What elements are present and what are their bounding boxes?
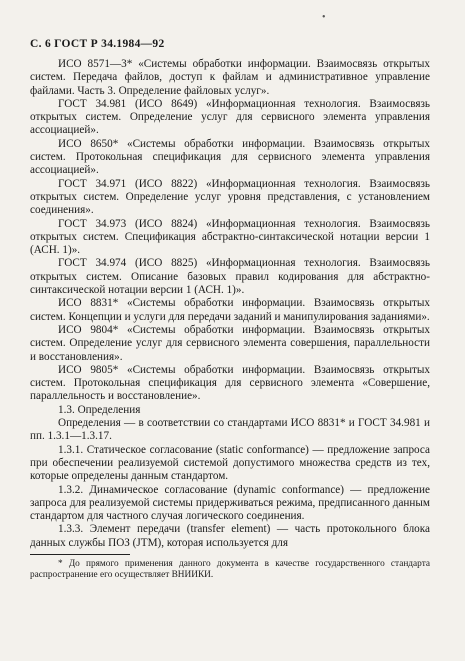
running-head: С. 6 ГОСТ Р 34.1984—92 [30, 38, 165, 50]
paragraph-1-3-1: 1.3.1. Статическое согласование (static conformance) — предложение запроса при обеспечении реализуемой системой допустимого множества средств из тех, которые определены данным стандартом. [30, 443, 430, 483]
body-text [30, 58, 430, 550]
paragraph-1-3-2: 1.3.2. Динамическое согласование (dynamic conformance) — предложение запроса для реализуемой системы придерживаться режима, предписанного данным стандартом для частного случая логического соединения. [30, 483, 430, 523]
paragraph-iso-8571-3: ИСО 8571—3* «Системы обработки информации. Взаимосвязь открытых систем. Передача файлов, доступ к файлам и административное управление файлами. Часть 3. Определение файловых услуг». [30, 58, 430, 97]
paragraph-definitions-intro: Определения — в соответствии со стандартами ИСО 8831* и ГОСТ 34.981 и пп. 1.3.1—1.3.17. [30, 417, 430, 443]
paragraph-iso-8650: ИСО 8650* «Системы обработки информации. Взаимосвязь открытых систем. Протокольная спецификация для сервисного элемента управления ассоциацией». [30, 137, 430, 177]
paragraph-iso-9805: ИСО 9805* «Системы обработки информации. Взаимосвязь открытых систем. Протокольная спецификация для сервисного элемента «Совершение, параллельность и восстановление». [30, 363, 430, 403]
paragraph-1-3-3: 1.3.3. Элемент передачи (transfer element) — часть протокольного блока данных службы ПОЗ (JTM), которая используется для [30, 523, 430, 549]
paragraph-iso-9804: ИСО 9804* «Системы обработки информации. Взаимосвязь открытых систем. Определение услуг для сервисного элемента совершения, параллельности и восстановления». [30, 323, 430, 363]
footnote: * До прямого применения данного документа в качестве государственного стандарта распространение его осуществляет ВНИИКИ. [30, 559, 430, 580]
paragraph-gost-34-974: ГОСТ 34.974 (ИСО 8825) «Информационная технология. Взаимосвязь открытых систем. Описание базовых правил кодирования для абстрактно-синтаксической нотации версии 1 (АСН. 1)». [30, 257, 430, 297]
paragraph-gost-34-973: ГОСТ 34.973 (ИСО 8824) «Информационная технология. Взаимосвязь открытых систем. Спецификация абстрактно-синтаксической нотации версии 1 (АСН. 1)». [30, 217, 430, 257]
paragraph-gost-34-971: ГОСТ 34.971 (ИСО 8822) «Информационная технология. Взаимосвязь открытых систем. Определение услуг уровня представления, с установлением соединения». [30, 177, 430, 217]
scan-mark: • [322, 12, 326, 23]
section-heading-definitions: 1.3. Определения [58, 403, 141, 416]
paragraph-iso-8831: ИСО 8831* «Системы обработки информации. Взаимосвязь открытых систем. Концепции и услуги для передачи заданий и манипулирования заданиями». [30, 297, 430, 323]
paragraph-gost-34-981: ГОСТ 34.981 (ИСО 8649) «Информационная технология. Взаимосвязь открытых систем. Определение услуг для сервисного элемента управления ассоциацией». [30, 97, 430, 137]
footnote-divider [30, 554, 130, 555]
